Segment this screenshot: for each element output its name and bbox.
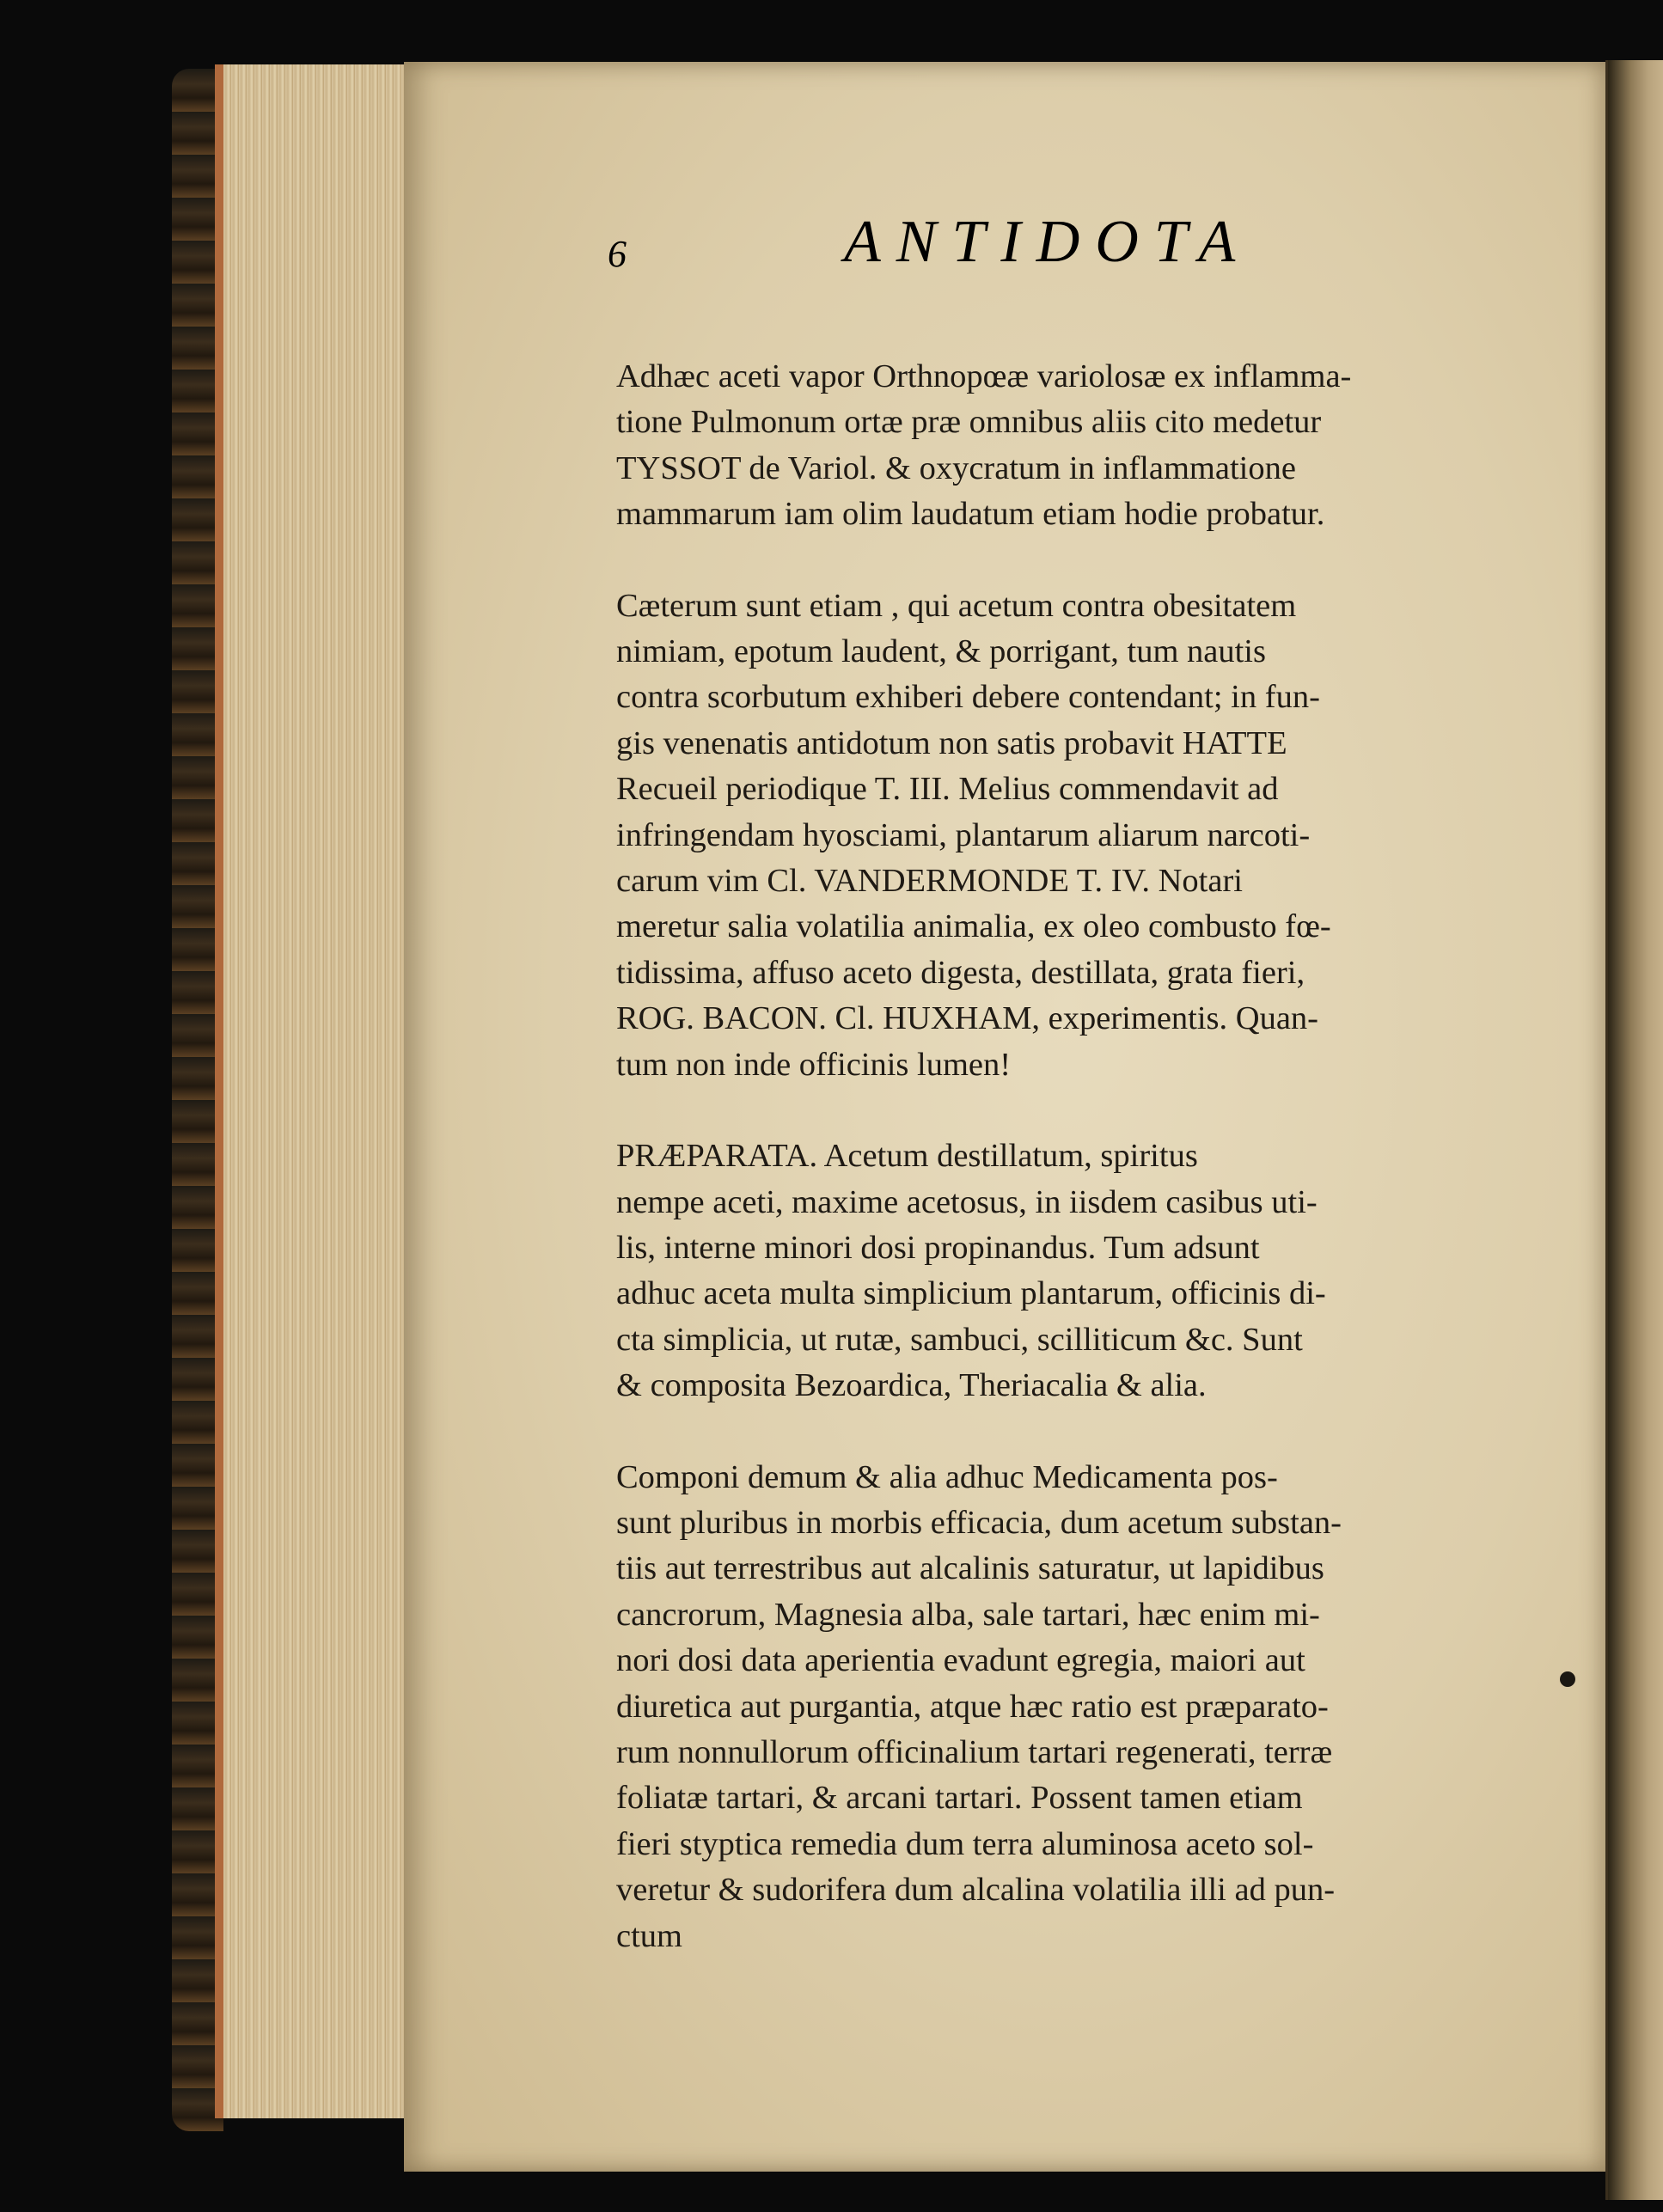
text-line: infringendam hyosciami, plantarum aliarum narcoti- (616, 816, 1311, 853)
text-line: TYSSOT de Variol. & oxycratum in inflammatione (616, 449, 1296, 486)
text-line: ROG. BACON. Cl. HUXHAM, experimentis. Quan- (616, 1000, 1318, 1037)
text-line: Componi demum & alia adhuc Medicamenta pos- (616, 1458, 1278, 1495)
running-title: ANTIDOTA (844, 209, 1251, 275)
page-number: 6 (608, 233, 627, 275)
page-edges-stack (215, 64, 413, 2118)
text-line: nempe aceti, maxime acetosus, in iisdem casibus uti- (616, 1183, 1318, 1220)
text-line: cta simplicia, ut rutæ, sambuci, scilliticum &c. Sunt (616, 1321, 1303, 1358)
text-line: gis venenatis antidotum non satis probavit HATTE (616, 724, 1287, 761)
text-line: sunt pluribus in morbis efficacia, dum acetum substan- (616, 1504, 1342, 1541)
text-line: lis, interne minori dosi propinandus. Tum adsunt (616, 1229, 1260, 1266)
body-text (616, 354, 1510, 1959)
text-line: diuretica aut purgantia, atque hæc ratio est præparato- (616, 1688, 1329, 1725)
running-head (608, 208, 1510, 277)
text-line: tiis aut terrestribus aut alcalinis saturatur, ut lapidibus (616, 1550, 1324, 1587)
text-line: nori dosi data aperientia evadunt egregia, maiori aut (616, 1642, 1305, 1679)
text-line: meretur salia volatilia animalia, ex oleo combusto fœ- (616, 908, 1331, 945)
facing-page-edge (1605, 60, 1663, 2200)
text-line: & composita Bezoardica, Theriacalia & alia. (616, 1367, 1207, 1404)
text-line: veretur & sudorifera dum alcalina volatilia illi ad pun- (616, 1872, 1336, 1909)
text-line: tidissima, affuso aceto digesta, destillata, grata fieri, (616, 954, 1305, 991)
paper-speck (1560, 1671, 1575, 1687)
text-line: contra scorbutum exhiberi debere contendant; in fun- (616, 679, 1320, 716)
text-line: adhuc aceta multa simplicium plantarum, officinis di- (616, 1275, 1326, 1312)
text-line: tum non inde officinis lumen! (616, 1046, 1012, 1083)
paragraph-3 (616, 1133, 1510, 1408)
text-line: ctum (616, 1917, 682, 1954)
paragraph-2 (616, 584, 1510, 1088)
text-line: Cæterum sunt etiam , qui acetum contra obesitatem (616, 587, 1297, 624)
text-line: mammarum iam olim laudatum etiam hodie probatur. (616, 496, 1325, 533)
paragraph-4 (616, 1455, 1510, 1959)
text-line: Recueil periodique T. III. Melius commendavit ad (616, 771, 1279, 808)
book-page (404, 62, 1607, 2172)
text-line: Adhæc aceti vapor Orthnopœæ variolosæ ex inflamma- (616, 358, 1352, 394)
text-line: cancrorum, Magnesia alba, sale tartari, hæc enim mi- (616, 1596, 1320, 1633)
text-line: rum nonnullorum officinalium tartari regenerati, terræ (616, 1733, 1333, 1770)
paragraph-1 (616, 354, 1510, 538)
text-line: fieri styptica remedia dum terra aluminosa aceto sol- (616, 1825, 1314, 1862)
text-line: PRÆPARATA. Acetum destillatum, spiritus (616, 1138, 1198, 1175)
text-line: foliatæ tartari, & arcani tartari. Possent tamen etiam (616, 1780, 1303, 1817)
text-line: nimiam, epotum laudent, & porrigant, tum nautis (616, 633, 1266, 670)
text-line: carum vim Cl. VANDERMONDE T. IV. Notari (616, 863, 1243, 900)
text-line: tione Pulmonum ortæ præ omnibus aliis cito medetur (616, 404, 1322, 441)
